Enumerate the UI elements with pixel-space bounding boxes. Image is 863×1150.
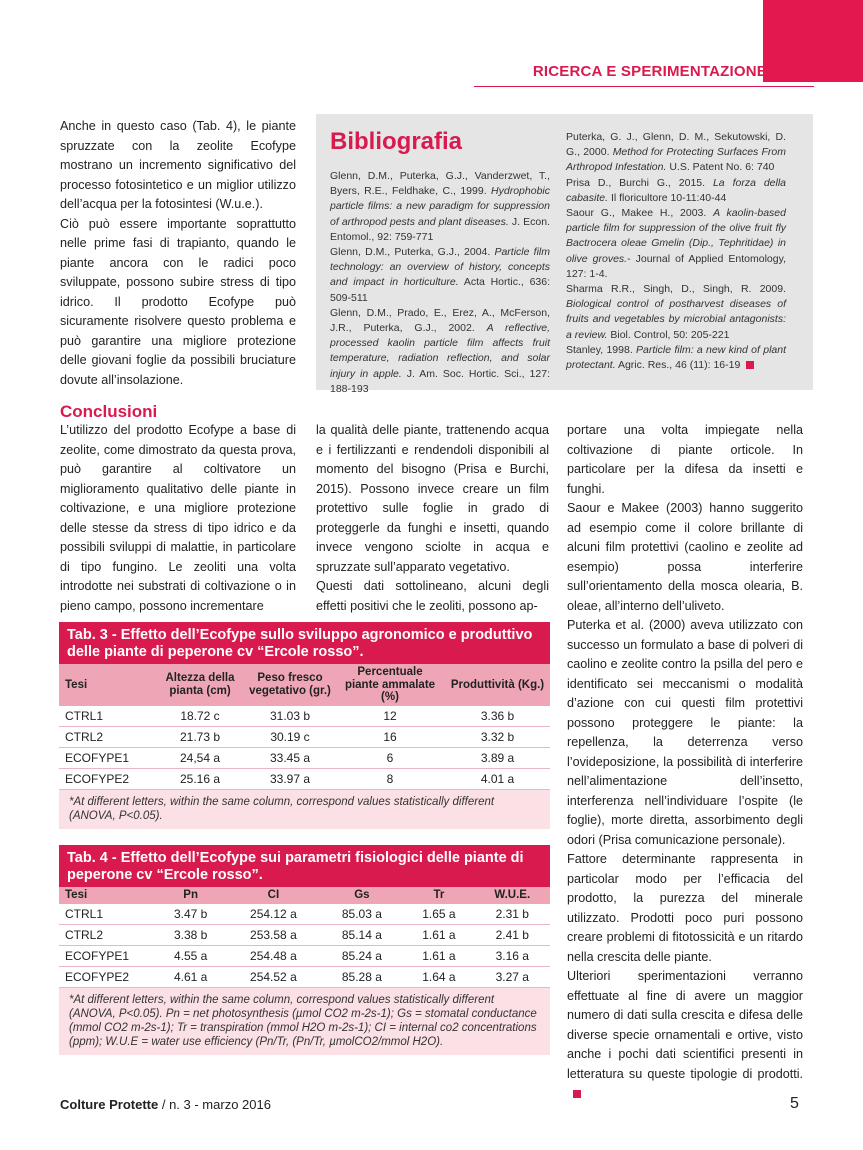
bib-entry: Stanley, 1998. Particle film: a new kind of plant protectant. Agric. Res., 46 (11): 16-19	[566, 343, 786, 372]
column-header: Percentuale piante ammalate (%)	[335, 664, 445, 706]
conclusions-column-2	[316, 421, 549, 616]
conclusions-paragraph: Ulteriori sperimentazioni verranno effettuate al fine di avere un maggior numero di dati sulla crescita e difesa delle diverse specie ornamentali e ortive, visto anche i pochi dati scientifici presenti in letteratura su queste tipologie di prodotti.	[567, 967, 803, 1104]
bib-entry: Glenn, D.M., Prado, E., Erez, A., McFerson, J.R., Puterka, G.J., 2002. A reflective, processed kaolin particle film affects fruit temperature, radiation reflection, and solar injury in apple. J. Am. Soc. Hortic. Sci., 127: 188-193	[330, 306, 550, 395]
table-3-note: *At different letters, within the same column, correspond values statistically different (ANOVA, P<0.05).	[69, 796, 495, 822]
column-header: W.U.E.	[475, 887, 550, 904]
column-header: Tr	[403, 887, 474, 904]
conclusions-paragraph: la qualità delle piante, trattenendo acqua e i fertilizzanti e rendendoli disponibili al momento del bisogno (Prisa e Burchi, 2015). Possono invece creare un film protettivo sulle foglie in grado di proteggerle da funghi e insetti, quando invece vengono sciolte in acqua e spruzzate sull’apparato vegetativo.	[316, 423, 549, 574]
table-row: CTRL2 21.73 b 30.19 c 16 3.32 b	[59, 727, 550, 748]
section-rule	[474, 86, 814, 87]
table-row: ECOFYPE2 4.61 a 254.52 a 85.28 a 1.64 a 3.27 a	[59, 967, 550, 988]
conclusions-column-3	[567, 421, 803, 1104]
conclusions-paragraph: Fattore determinante rappresenta in particolar modo per l’efficacia del prodotto, la purezza del minerale utilizzato. Prodotti poco puri possono creare problemi di fitotossicità e un ritardo nella crescita delle piante.	[567, 852, 803, 964]
intro-paragraph: Ciò può essere importante soprattutto nelle prime fasi di trapianto, quando le piante ancora con le radici poco sviluppate, possono subire stress di tipo idrico. Il prodotto Ecofype può sicuramente risolvere questo problema e può garantire una migliore protezione delle giovani foglie da possibili bruciature dovute all’insolazione.	[60, 216, 296, 387]
section-title: RICERCA E SPERIMENTAZIONE	[532, 63, 767, 80]
table-3	[59, 622, 550, 829]
column-header: Pn	[155, 887, 226, 904]
intro-paragraph: Anche in questo caso (Tab. 4), le piante spruzzate con la zeolite Ecofype mostrano un incremento significativo del processo fotosintetico e un miglior utilizzo dell’acqua per la fotosintesi (W.u.e.).	[60, 119, 296, 211]
bib-entry: Puterka, G. J., Glenn, D. M., Sekutowski, D. G., 2000. Method for Protecting Surfaces From Arthropod Infestation. U.S. Patent No. 6: 740	[566, 131, 786, 174]
table-4-title: Tab. 4 - Effetto dell’Ecofype sui parametri fisiologici delle piante di peperone cv “Ercole rosso”.	[59, 848, 550, 887]
column-header: Produttività (Kg.)	[445, 664, 550, 706]
column-header: CI	[226, 887, 320, 904]
intro-column	[60, 117, 296, 390]
conclusions-paragraph: Saour e Makee (2003) hanno suggerito ad esempio come il colore brillante di alcuni film protettivi (caolino e zeolite ad esempio) possa interferire sull’orientamento della mosca olearia, B. oleae, all’interno dell’uliveto.	[567, 501, 803, 613]
table-3-title: Tab. 3 - Effetto dell’Ecofype sullo sviluppo agronomico e produttivo delle piante di peperone cv “Ercole rosso”.	[59, 625, 550, 664]
table-row: CTRL1 18.72 c 31.03 b 12 3.36 b	[59, 706, 550, 727]
table-3-grid	[59, 664, 550, 790]
bibliography-column-1	[330, 169, 550, 397]
bib-entry: Glenn, D.M., Puterka, G.J., 2004. Particle film technology: an overview of history, concepts and impact in horticulture. Acta Hortic., 636: 509-511	[330, 246, 551, 304]
footer-publication: Colture Protette / n. 3 - marzo 2016	[60, 1097, 271, 1112]
column-header: Tesi	[59, 664, 155, 706]
page-number: 5	[790, 1095, 799, 1112]
table-row: ECOFYPE1 4.55 a 254.48 a 85.24 a 1.61 a 3.16 a	[59, 946, 550, 967]
column-header: Tesi	[59, 887, 155, 904]
bib-entry: Saour G., Makee H., 2003. A kaolin-based particle film for suppression of the olive fruit fly Bactrocera oleae Gmelin (Dip., Tephritidae) in olive groves.- Journal of Applied Entomology, 127: 1-4.	[566, 207, 786, 280]
conclusions-title: Conclusioni	[60, 402, 158, 421]
table-4	[59, 845, 550, 1055]
table-header-row	[59, 664, 550, 706]
column-header: Peso fresco vegetativo (gr.)	[245, 664, 335, 706]
conclusions-column-1	[60, 421, 296, 616]
column-header: Altezza della pianta (cm)	[155, 664, 245, 706]
bib-entry: Sharma R.R., Singh, D., Singh, R. 2009. Biological control of postharvest diseases of fruits and vegetables by microbial antagonists: a review. Biol. Control, 50: 205-221	[566, 283, 786, 341]
conclusions-paragraph: Questi dati sottolineano, alcuni degli effetti positivi che le zeoliti, possono ap-	[316, 579, 549, 613]
end-mark-icon	[573, 1090, 581, 1098]
bib-entry: Prisa D., Burchi G., 2015. La forza della cabasite. Il floricultore 10-11:40-44	[566, 176, 787, 204]
table-4-grid	[59, 887, 550, 988]
table-row: CTRL2 3.38 b 253.58 a 85.14 a 1.61 a 2.41 b	[59, 925, 550, 946]
conclusions-paragraph: L’utilizzo del prodotto Ecofype a base di zeolite, come dimostrato da questa prova, può garantire al coltivatore un miglioramento qualitativo delle piante in coltivazione, e una migliore protezione delle stesse da stress di tipo idrico e da possibili sviluppi di malattie, in particolare di tipo fungino. Le zeoliti una volta introdotte nei substrati di coltivazione o in pieno campo, possono incrementare	[60, 423, 296, 613]
end-mark-icon	[746, 361, 754, 369]
bibliography-title: Bibliografia	[330, 128, 463, 155]
table-header-row	[59, 887, 550, 904]
bib-entry: Glenn, D.M., Puterka, G.J., Vanderzwet, T., Byers, R.E., Feldhake, C., 1999. Hydrophobic particle films: a new paradigm for suppression of arthropod pests and plant diseases. J. Econ. Entomol., 92: 759-771	[330, 170, 550, 243]
table-row: ECOFYPE2 25.16 a 33.97 a 8 4.01 a	[59, 769, 550, 790]
column-header: Gs	[321, 887, 404, 904]
table-4-note: *At different letters, within the same column, correspond values statistically different (ANOVA, P<0.05). Pn = net photosynthesis (µmol CO2 m-2s-1); Gs = stomatal conductance (mmol CO2 m-2s-1); Tr = transpiration (mmol H2O m-2s-1); CI = internal co2 concentrations (ppm); W.U.E = water use efficiency (Pn/Tr, (Pn/Tr, µmolCO2/mmol H2O).	[69, 994, 537, 1048]
conclusions-paragraph: Puterka et al. (2000) aveva utilizzato con successo un formulato a base di polveri di caolino e zeolite contro la psilla del pero e identificato sei meccanismi o modalità d’azione con cui questi film protettivi possono proteggere le piante: la repellenza, la deterrenza verso l’ovideposizione, la possibilità di interferire nell’alimentazione dell’insetto, interferenza nell’individuare l’ospite (le foglie), morte diretta, assorbimento degli odori (Prisa comunicazione personale).	[567, 618, 803, 847]
conclusions-paragraph: portare una volta impiegate nella coltivazione di piante orticole. In particolare per la difesa da insetti e funghi.	[567, 423, 803, 496]
table-row: CTRL1 3.47 b 254.12 a 85.03 a 1.65 a 2.31 b	[59, 904, 550, 925]
section-color-bar	[763, 0, 863, 82]
bibliography-column-2	[566, 130, 786, 373]
table-row: ECOFYPE1 24,54 a 33.45 a 6 3.89 a	[59, 748, 550, 769]
